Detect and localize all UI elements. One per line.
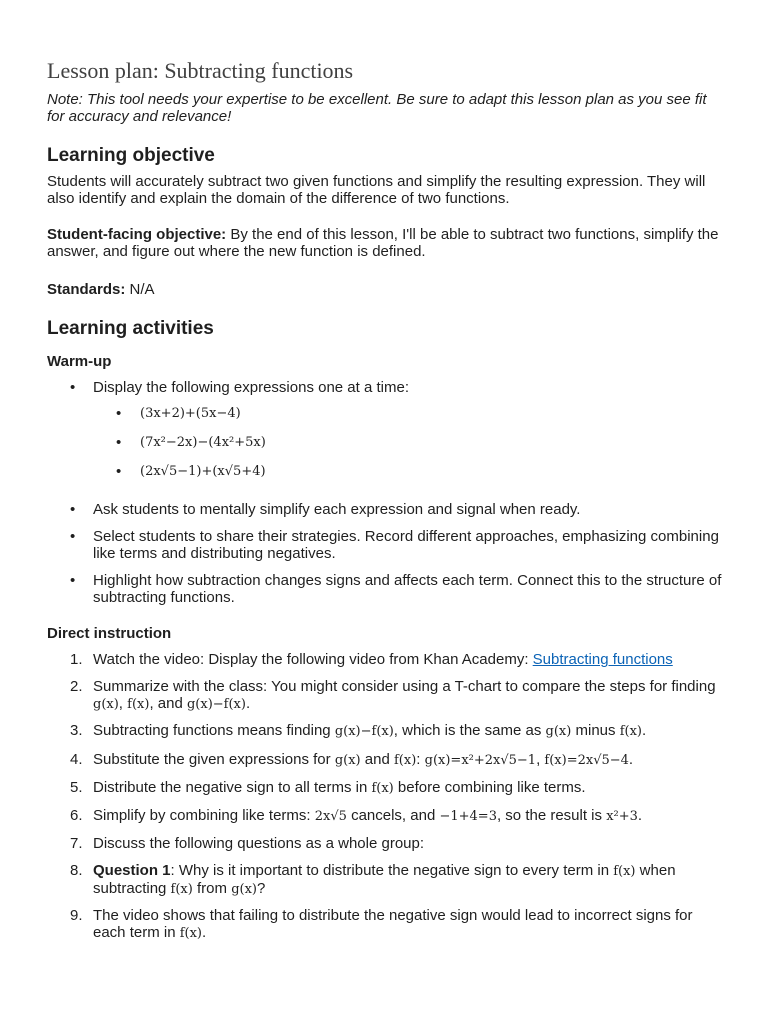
- item-text: .: [637, 807, 643, 824]
- list-item-text: [93, 722, 723, 740]
- bullet-marker: •: [70, 572, 76, 589]
- math-g: g(x): [93, 697, 119, 712]
- item-text: : Why is it important to distribute the negative sign to every term in: [170, 862, 614, 879]
- item-text: , which is the same as: [393, 722, 546, 739]
- list-item-text: Ask students to mentally simplify each expression and signal when ready.: [93, 501, 581, 518]
- math-f-definition: f(x)=2x√5−4: [544, 753, 629, 768]
- question-label: Question 1: [93, 862, 171, 879]
- item-text: Distribute the negative sign to all terms in: [93, 779, 372, 796]
- math-constants: −1+4=3: [439, 809, 497, 824]
- item-text: before combining like terms.: [393, 779, 586, 796]
- list-item-text: [93, 862, 723, 898]
- item-text: The video shows that failing to distribute the negative sign would lead to incorrect signs for each term in: [93, 907, 693, 941]
- expression: (2x√5−1)+(x√5+4): [140, 464, 266, 479]
- standards-label: Standards:: [47, 281, 126, 298]
- subtracting-functions-video-link[interactable]: Subtracting functions: [532, 651, 673, 668]
- item-text: when subtracting: [93, 862, 676, 897]
- bullet-marker: •: [70, 501, 76, 518]
- bullet-marker: •: [70, 379, 76, 396]
- item-text: , so the result is: [496, 807, 607, 824]
- standards: [47, 281, 727, 298]
- student-facing-label: Student-facing objective:: [47, 226, 227, 243]
- math-f: f(x): [179, 926, 203, 941]
- item-text: cancels, and: [346, 807, 440, 824]
- list-item-text: [93, 807, 723, 825]
- list-item-text: [93, 678, 723, 713]
- item-text: ?: [256, 880, 266, 897]
- item-text: from: [192, 880, 232, 897]
- math-f: f(x): [127, 697, 150, 712]
- bullet-marker: •: [116, 434, 122, 451]
- bullet-marker: •: [116, 405, 122, 422]
- expression: (3x+2)+(5x−4): [140, 406, 241, 421]
- item-text: and: [360, 751, 394, 768]
- learning-objective-heading: Learning objective: [47, 145, 215, 166]
- math-g-minus-f: g(x)−f(x): [334, 724, 394, 739]
- disclaimer-note: Note: This tool needs your expertise to be excellent. Be sure to adapt this lesson plan as you see fit for accuracy and relevance!: [47, 91, 707, 125]
- list-item-text: Display the following expressions one at a time:: [93, 379, 409, 396]
- list-item-text: [93, 651, 723, 668]
- math-g-definition: g(x)=x²+2x√5−1: [424, 753, 537, 768]
- list-number: 7.: [70, 835, 83, 852]
- item-text: Substitute the given expressions for: [93, 751, 335, 768]
- math-f: f(x): [619, 724, 642, 739]
- list-number: 4.: [70, 751, 83, 768]
- list-number: 9.: [70, 907, 83, 924]
- math-result: x²+3: [606, 809, 638, 824]
- expression: (7x²−2x)−(4x²+5x): [140, 435, 266, 450]
- list-item-text: Discuss the following questions as a whole group:: [93, 835, 425, 852]
- list-number: 8.: [70, 862, 83, 879]
- math-g: g(x): [231, 882, 257, 897]
- page-title: Lesson plan: Subtracting functions: [47, 58, 354, 83]
- list-item-text: Highlight how subtraction changes signs and affects each term. Connect this to the structure of subtracting functions.: [93, 572, 722, 606]
- item-text: .: [628, 751, 634, 768]
- list-number: 1.: [70, 651, 83, 668]
- list-item-text: [93, 751, 723, 769]
- warmup-heading: Warm-up: [47, 353, 112, 370]
- math-g: g(x): [334, 753, 361, 768]
- student-facing-text: By the end of this lesson, I'll be able to subtract two functions, simplify the answer, and figure out where the new function is defined.: [47, 226, 719, 260]
- item-text: Subtracting functions means finding: [93, 722, 335, 739]
- standards-text: N/A: [125, 281, 155, 298]
- item-text: .: [202, 924, 207, 941]
- math-cancel-term: 2x√5: [314, 809, 347, 824]
- item-text: Summarize with the class: You might consider using a T-chart to compare the steps for finding: [93, 678, 716, 695]
- list-number: 5.: [70, 779, 83, 796]
- math-f: f(x): [170, 882, 193, 897]
- item-text: Watch the video: Display the following video from Khan Academy:: [93, 651, 533, 668]
- list-item-text: Select students to share their strategies. Record different approaches, emphasizing combining like terms and distributing negatives.: [93, 528, 719, 562]
- math-f: f(x): [393, 753, 417, 768]
- item-text: , and: [149, 695, 187, 712]
- math-f: f(x): [613, 864, 636, 879]
- item-text: .: [245, 695, 251, 712]
- direct-instruction-heading: Direct instruction: [47, 625, 172, 642]
- math-g: g(x): [545, 724, 572, 739]
- list-number: 6.: [70, 807, 83, 824]
- math-f: f(x): [371, 781, 394, 796]
- student-facing-objective: [47, 226, 727, 260]
- bullet-marker: •: [70, 528, 76, 545]
- item-text: ,: [536, 751, 545, 768]
- math-g-minus-f: g(x)−f(x): [186, 697, 246, 712]
- item-text: ,: [118, 695, 128, 712]
- list-item-text: [93, 779, 723, 797]
- learning-activities-heading: Learning activities: [47, 318, 214, 339]
- item-text: minus: [571, 722, 620, 739]
- list-number: 3.: [70, 722, 83, 739]
- learning-objective-text: Students will accurately subtract two given functions and simplify the resulting expression. They will also identify and explain the domain of the difference of two functions.: [47, 173, 706, 207]
- bullet-marker: •: [116, 463, 122, 480]
- list-number: 2.: [70, 678, 83, 695]
- item-text: .: [641, 722, 647, 739]
- item-text: Simplify by combining like terms:: [93, 807, 315, 824]
- item-text: :: [416, 751, 425, 768]
- list-item-text: [93, 907, 723, 942]
